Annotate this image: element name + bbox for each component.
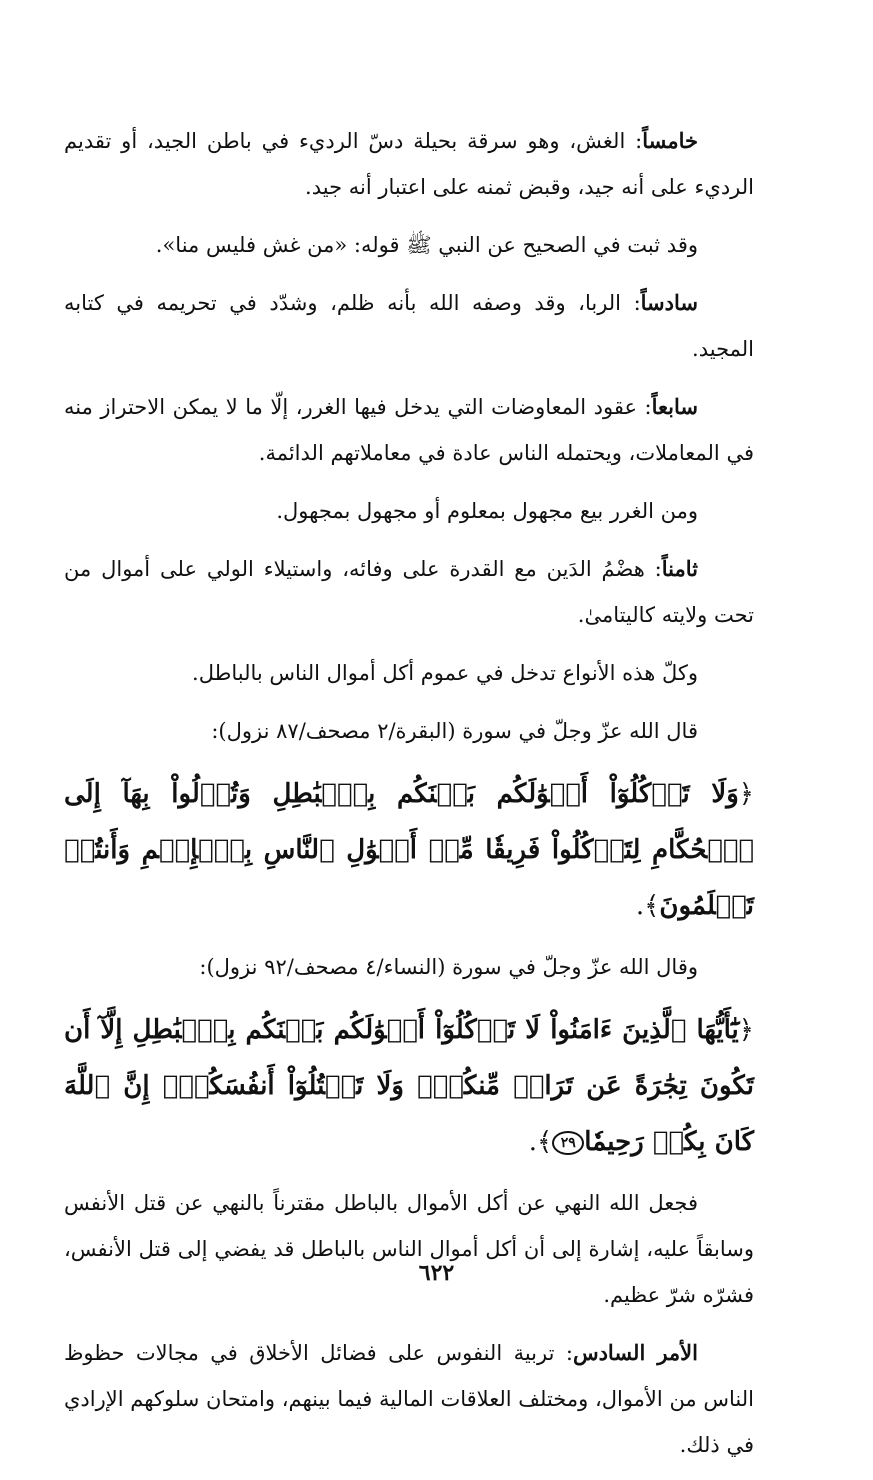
- verse-close-bracket: ﴾.: [528, 1127, 553, 1157]
- paragraph-verse-intro-1: [64, 708, 754, 754]
- paragraph-text: : عقود المعاوضات التي يدخل فيها الغرر، إلّا ما لا يمكن الاحتراز منه في المعاملات، ويحتمله الناس عادة في معاملاتهم الدائمة.: [64, 395, 754, 465]
- verse-text: وَلَا تَأۡكُلُوٓاْ أَمۡوَٰلَكُم بَيۡنَكُم بِٱلۡبَٰطِلِ وَتُدۡلُواْ بِهَآ إِلَى ٱلۡحُكَّامِ لِتَأۡكُلُواْ فَرِيقٗا مِّنۡ أَمۡوَٰلِ ٱلنَّاسِ بِٱلۡإِثۡمِ وَأَنتُمۡ تَعۡلَمُونَ: [64, 779, 754, 921]
- paragraph-text: : الربا، وقد وصفه الله بأنه ظلم، وشدّد في تحريمه في كتابه المجيد.: [64, 291, 754, 361]
- paragraph-verse-intro-2: [64, 944, 754, 990]
- quran-verse-2: [64, 1002, 754, 1170]
- paragraph-lead: سابعاً: [651, 394, 698, 419]
- paragraph-lead: سادساً: [640, 290, 698, 315]
- paragraph-lead: خامساً: [642, 128, 698, 153]
- verse-open-bracket: ﴿: [738, 1015, 754, 1045]
- paragraph-text: وقال الله عزّ وجلّ في سورة (النساء/٤ مصحف/٩٢ نزول):: [199, 955, 698, 979]
- quran-verse-1: [64, 766, 754, 934]
- paragraph-sixth-matter: [64, 1330, 754, 1468]
- paragraph-text: : تربية النفوس على فضائل الأخلاق في مجالات حظوظ الناس من الأموال، ومختلف العلاقات المالية فيما بينهم، وامتحان سلوكهم الإرادي في ذلك.: [64, 1341, 754, 1457]
- paragraph-text: : هضْمُ الدَين مع القدرة على وفائه، واستيلاء الولي على أموال من تحت ولايته كاليتامىٰ.: [64, 557, 754, 627]
- ayah-number-mark: ٢٩: [552, 1131, 584, 1155]
- paragraph-lead: الأمر السادس: [572, 1340, 698, 1365]
- paragraph-text: وكلّ هذه الأنواع تدخل في عموم أكل أموال الناس بالباطل.: [192, 661, 698, 685]
- paragraph-sixth: [64, 280, 754, 372]
- paragraph-seventh: [64, 384, 754, 476]
- paragraph-gharar: [64, 488, 754, 534]
- paragraph-text: قال الله عزّ وجلّ في سورة (البقرة/٢ مصحف/٨٧ نزول):: [211, 719, 698, 743]
- paragraph-lead: ثامناً: [661, 556, 698, 581]
- paragraph-eighth: [64, 546, 754, 638]
- page-number: ٦٢٢: [418, 1260, 455, 1286]
- paragraph-text: فجعل الله النهي عن أكل الأموال بالباطل مقترناً بالنهي عن قتل الأنفس وسابقاً عليه، إشارة إلى أن أكل أموال الناس بالباطل قد يفضي إلى قتل الأنفس، فشرّه شرّ عظيم.: [64, 1191, 754, 1307]
- paragraph-hadith: [64, 222, 754, 268]
- verse-open-bracket: ﴿: [738, 779, 754, 809]
- paragraph-fifth: [64, 118, 754, 210]
- paragraph-text: ومن الغرر بيع مجهول بمعلوم أو مجهول بمجهول.: [276, 499, 698, 523]
- verse-text: يَٰٓأَيُّهَا ٱلَّذِينَ ءَامَنُواْ لَا تَأۡكُلُوٓاْ أَمۡوَٰلَكُم بَيۡنَكُم بِٱلۡبَٰطِلِ إِلَّآ أَن تَكُونَ تِجَٰرَةً عَن تَرَاضٖ مِّنكُمۡۚ وَلَا تَقۡتُلُوٓاْ أَنفُسَكُمۡۚ إِنَّ ٱللَّهَ كَانَ بِكُمۡ رَحِيمٗا: [64, 1015, 754, 1157]
- verse-close-bracket: ﴾.: [635, 891, 660, 921]
- paragraph-summary: [64, 650, 754, 696]
- paragraph-commentary: [64, 1180, 754, 1318]
- paragraph-text: : الغش، وهو سرقة بحيلة دسّ الرديء في باطن الجيد، أو تقديم الرديء على أنه جيد، وقبض ثمنه على اعتبار أنه جيد.: [64, 129, 754, 199]
- paragraph-text: وقد ثبت في الصحيح عن النبي ﷺ قوله: «من غش فليس منا».: [155, 233, 698, 257]
